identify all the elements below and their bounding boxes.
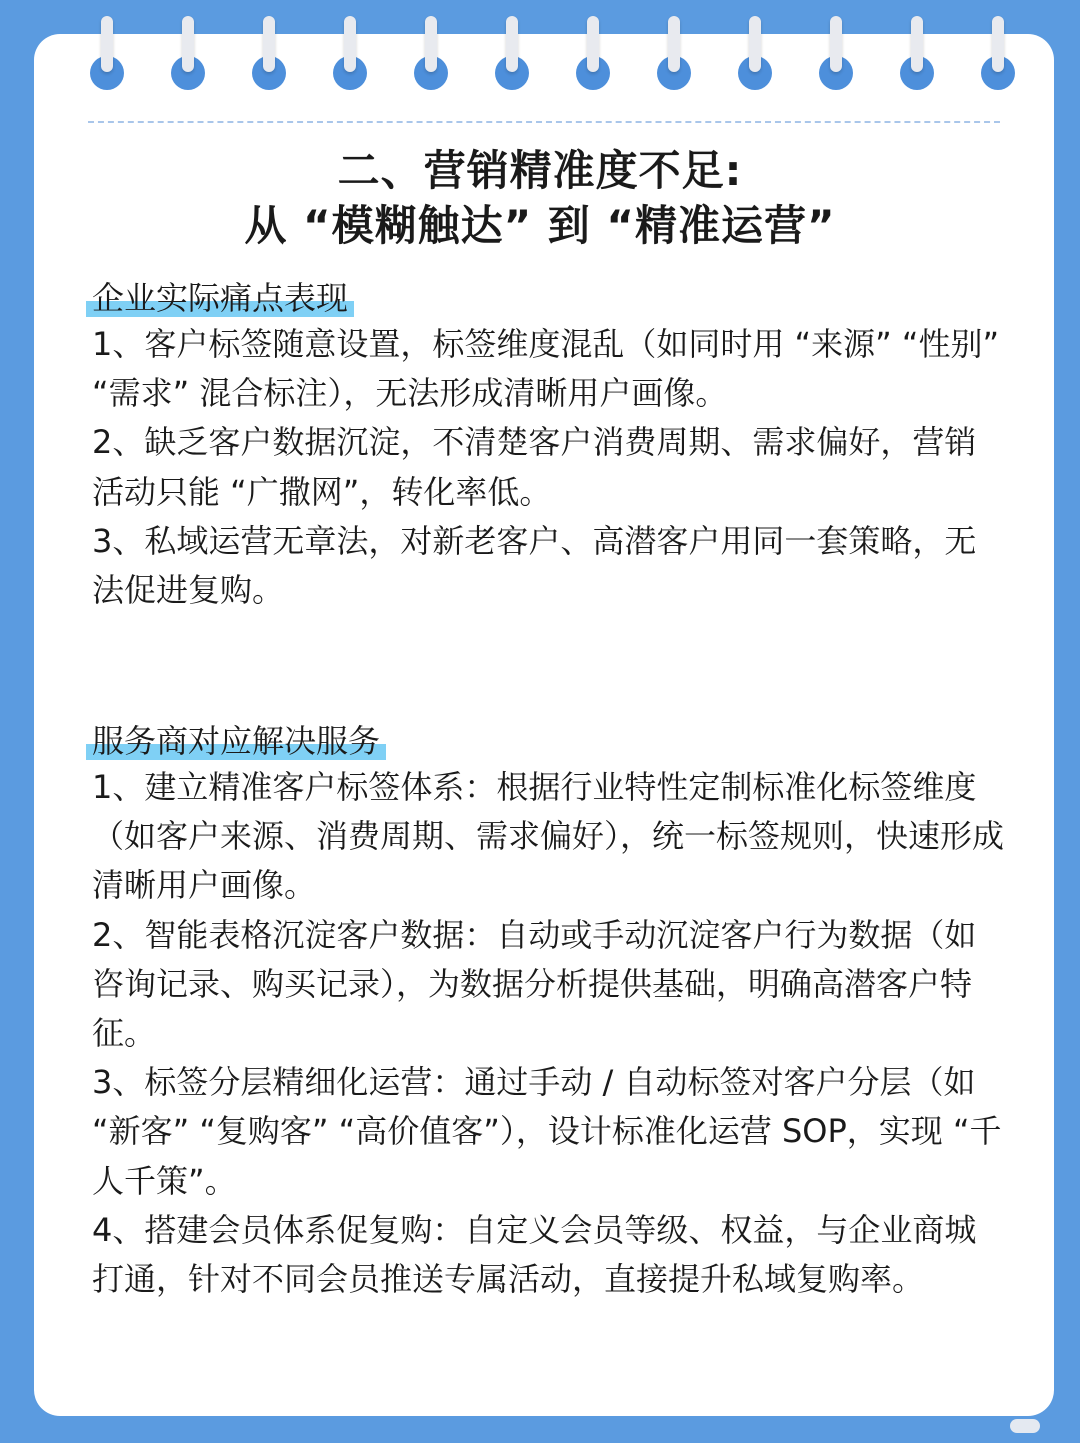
binding-ring-icon [819, 56, 853, 90]
solution-item: 3、标签分层精细化运营：通过手动 / 自动标签对客户分层（如 “新客” “复购客” “高价值客”），设计标准化运营 SOP，实现 “千人千策”。 [92, 1063, 1002, 1200]
solutions-heading [92, 716, 380, 762]
pain-points-heading-text: 企业实际痛点表现 [92, 279, 349, 317]
binding-ring-icon [900, 56, 934, 90]
pain-points-heading [92, 273, 348, 319]
binding-ring-icon [171, 56, 205, 90]
binding-ring-icon [738, 56, 772, 90]
solutions-heading-text: 服务商对应解决服务 [92, 722, 381, 760]
spiral-binding [0, 0, 1080, 110]
binding-ring-icon [252, 56, 286, 90]
binding-ring-icon [657, 56, 691, 90]
binding-ring-icon [576, 56, 610, 90]
pain-point-item: 1、客户标签随意设置，标签维度混乱（如同时用 “来源” “性别” “需求” 混合标注），无法形成清晰用户画像。 [92, 325, 1000, 413]
pain-point-item: 3、私域运营无章法，对新老客户、高潜客户用同一套策略，无法促进复购。 [92, 521, 977, 610]
binding-ring-icon [90, 56, 124, 90]
solution-item: 2、智能表格沉淀客户数据：自动或手动沉淀客户行为数据（如咨询记录、购买记录），为数据分析提供基础，明确高潜客户特征。 [92, 915, 977, 1053]
binding-ring-icon [414, 56, 448, 90]
page-title-line-2: 从 “模糊触达” 到 “精准运营” [244, 201, 836, 250]
binding-ring-icon [495, 56, 529, 90]
solution-item: 4、搭建会员体系促复购：自定义会员等级、权益，与企业商城打通，针对不同会员推送专属活动，直接提升私域复购率。 [92, 1210, 977, 1299]
watermark [1010, 1419, 1040, 1433]
solution-item: 1、建立精准客户标签体系：根据行业特性定制标准化标签维度（如客户来源、消费周期、需求偏好），统一标签规则，快速形成清晰用户画像。 [92, 768, 1005, 905]
pain-points-list [92, 320, 1004, 615]
pain-point-item: 2、缺乏客户数据沉淀，不清楚客户消费周期、需求偏好，营销活动只能 “广撒网”，转化率低。 [92, 423, 977, 511]
binding-ring-icon [333, 56, 367, 90]
page-title-line-1: 二、营销精准度不足: [337, 146, 743, 195]
solutions-list [92, 763, 1004, 1304]
binding-ring-icon [981, 56, 1015, 90]
dashed-divider [88, 121, 1000, 123]
